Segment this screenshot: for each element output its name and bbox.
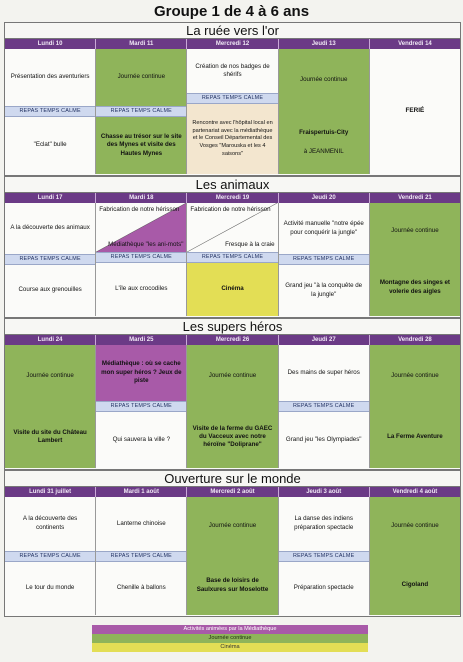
legend-continue: Journée continue <box>92 634 368 643</box>
day-header-row <box>5 193 460 203</box>
morning-activity: Journée continue <box>391 371 439 379</box>
day-column <box>187 345 278 468</box>
afternoon-activity: Grand jeu "les Olympiades" <box>279 412 369 468</box>
day-column <box>187 497 278 615</box>
week-block-1 <box>4 22 461 176</box>
day-column <box>5 203 96 316</box>
day-header: Mardi 1 août <box>96 487 187 497</box>
day-header: Jeudi 27 <box>279 335 370 345</box>
afternoon-activity: Chasse au trésor sur le site des Mynes et visite des Hautes Mynes <box>100 132 182 157</box>
meal-break: REPAS TEMPS CALME <box>279 551 369 562</box>
shared-morning-cell <box>187 203 277 252</box>
outing-place: à JEANMENIL <box>303 147 344 155</box>
day-header: Mercredi 26 <box>187 335 278 345</box>
morning-activity: Fabrication de notre hérisson <box>99 206 180 213</box>
day-column <box>96 497 187 615</box>
day-column <box>279 497 370 615</box>
meal-break: REPAS TEMPS CALME <box>96 551 186 562</box>
morning-activity: Journée continue <box>208 371 257 379</box>
meal-break: REPAS TEMPS CALME <box>5 551 95 562</box>
meal-break: REPAS TEMPS CALME <box>279 254 369 265</box>
morning-activity: Journée continue <box>208 522 257 530</box>
day-column <box>96 203 187 316</box>
day-header-row <box>5 487 460 497</box>
morning-activity: Création de nos badges de shérifs <box>187 49 277 93</box>
day-header: Mercredi 19 <box>187 193 278 203</box>
week-block-4 <box>4 470 461 617</box>
afternoon-activity: Qui sauvera la ville ? <box>96 412 186 468</box>
afternoon-activity: Grand jeu "à la conquête de la jungle" <box>279 265 369 316</box>
morning-activity: Médiathèque : où se cache mon super héros ? Jeux de piste <box>96 345 186 401</box>
meal-break: REPAS TEMPS CALME <box>5 254 95 265</box>
day-column <box>370 203 460 316</box>
afternoon-activity: La Ferme Aventure <box>387 433 443 441</box>
week-theme: Ouverture sur le monde <box>5 471 460 487</box>
day-header: Lundi 24 <box>5 335 96 345</box>
afternoon-activity: Visite de la ferme du GAEC du Vacceux avec notre héroïne "Doliprane" <box>192 424 273 449</box>
day-header-row <box>5 335 460 345</box>
morning-activity: A la découverte des animaux <box>5 203 95 254</box>
day-header: Jeudi 13 <box>279 39 370 49</box>
meal-break: REPAS TEMPS CALME <box>187 252 277 263</box>
morning-activity: Journée continue <box>26 371 74 379</box>
day-header: Lundi 10 <box>5 39 96 49</box>
day-header: Lundi 17 <box>5 193 96 203</box>
day-column <box>279 345 370 468</box>
week-theme: Les animaux <box>5 177 460 193</box>
morning-activity: Lanterne chinoise <box>96 497 186 551</box>
morning-activity: Journée continue <box>299 76 348 84</box>
day-column <box>187 49 278 174</box>
day-header: Jeudi 3 août <box>279 487 370 497</box>
afternoon-activity: Course aux grenouilles <box>5 265 95 316</box>
day-header: Mercredi 12 <box>187 39 278 49</box>
day-column <box>187 203 278 316</box>
day-header-row <box>5 39 460 49</box>
week-theme: Les supers héros <box>5 319 460 335</box>
afternoon-activity: Rencontre avec l'hôpital local en partenariat avec la médiathèque et le Conseil Départemental des Vosges "Marouska et les 4 saisons" <box>187 104 277 174</box>
morning-activity: Journée continue <box>391 522 439 530</box>
day-column <box>279 49 370 174</box>
morning-activity: La danse des indiens préparation spectacle <box>279 497 369 551</box>
afternoon-activity: Cigoland <box>401 581 429 589</box>
day-column <box>5 497 96 615</box>
day-header: Mardi 11 <box>96 39 187 49</box>
legend-mediatheque: Activités animées par la Médiathèque <box>92 625 368 634</box>
morning-activity-alt: Médiathèque "les ani-mots" <box>108 240 184 248</box>
day-header: Vendredi 14 <box>370 39 460 49</box>
meal-break: REPAS TEMPS CALME <box>96 401 186 412</box>
meal-break: REPAS TEMPS CALME <box>187 93 277 104</box>
morning-activity: Journée continue <box>391 227 439 235</box>
day-column <box>370 49 460 174</box>
afternoon-activity: Le tour du monde <box>5 562 95 616</box>
morning-activity: A la découverte des continents <box>5 497 95 551</box>
day-column <box>5 49 96 174</box>
day-header: Vendredi 21 <box>370 193 460 203</box>
afternoon-activity: Montagne des singes et volerie des aigles <box>379 279 450 295</box>
day-column <box>279 203 370 316</box>
morning-activity: Présentation des aventuriers <box>5 49 95 106</box>
day-header: Mercredi 2 août <box>187 487 278 497</box>
legend-cinema: Cinéma <box>92 643 368 652</box>
day-header: Vendredi 4 août <box>370 487 460 497</box>
day-header: Mardi 18 <box>96 193 187 203</box>
day-header: Vendredi 28 <box>370 335 460 345</box>
day-column <box>5 345 96 468</box>
afternoon-activity: "Eclat" bulle <box>5 117 95 174</box>
afternoon-activity <box>279 112 369 175</box>
week-block-2 <box>4 176 461 318</box>
morning-activity-alt: Fresque à la craie <box>225 240 275 248</box>
holiday-label: FERIÉ <box>405 107 425 115</box>
page-title: Groupe 1 de 4 à 6 ans <box>153 3 310 20</box>
day-column <box>96 345 187 468</box>
afternoon-activity: Chenille à ballons <box>96 562 186 616</box>
shared-morning-cell <box>96 203 186 252</box>
meal-break: REPAS TEMPS CALME <box>5 106 95 117</box>
morning-activity: Journée continue <box>117 73 166 81</box>
afternoon-activity: Base de loisirs de Saulxures sur Moselotte <box>196 577 269 593</box>
afternoon-activity: L'île aux crocodiles <box>96 263 186 316</box>
color-legend <box>92 625 368 652</box>
afternoon-activity: Cinéma <box>187 263 277 316</box>
day-header: Jeudi 20 <box>279 193 370 203</box>
week-block-3 <box>4 318 461 470</box>
afternoon-activity: Préparation spectacle <box>279 562 369 616</box>
morning-activity: Fabrication de notre hérisson <box>190 206 271 213</box>
day-column <box>96 49 187 174</box>
meal-break: REPAS TEMPS CALME <box>279 401 369 412</box>
week-theme: La ruée vers l'or <box>5 23 460 39</box>
day-header: Lundi 31 juillet <box>5 487 96 497</box>
day-column <box>370 345 460 468</box>
day-column <box>370 497 460 615</box>
afternoon-activity: Visite du site du Château Lambert <box>13 428 87 445</box>
meal-break: REPAS TEMPS CALME <box>96 252 186 263</box>
morning-activity: Activité manuelle "notre épée pour conquérir la jungle" <box>279 203 369 254</box>
outing-name: Fraispertuis-City <box>299 129 349 137</box>
day-header: Mardi 25 <box>96 335 187 345</box>
morning-activity: Des mains de super héros <box>279 345 369 401</box>
meal-break: REPAS TEMPS CALME <box>96 106 186 117</box>
